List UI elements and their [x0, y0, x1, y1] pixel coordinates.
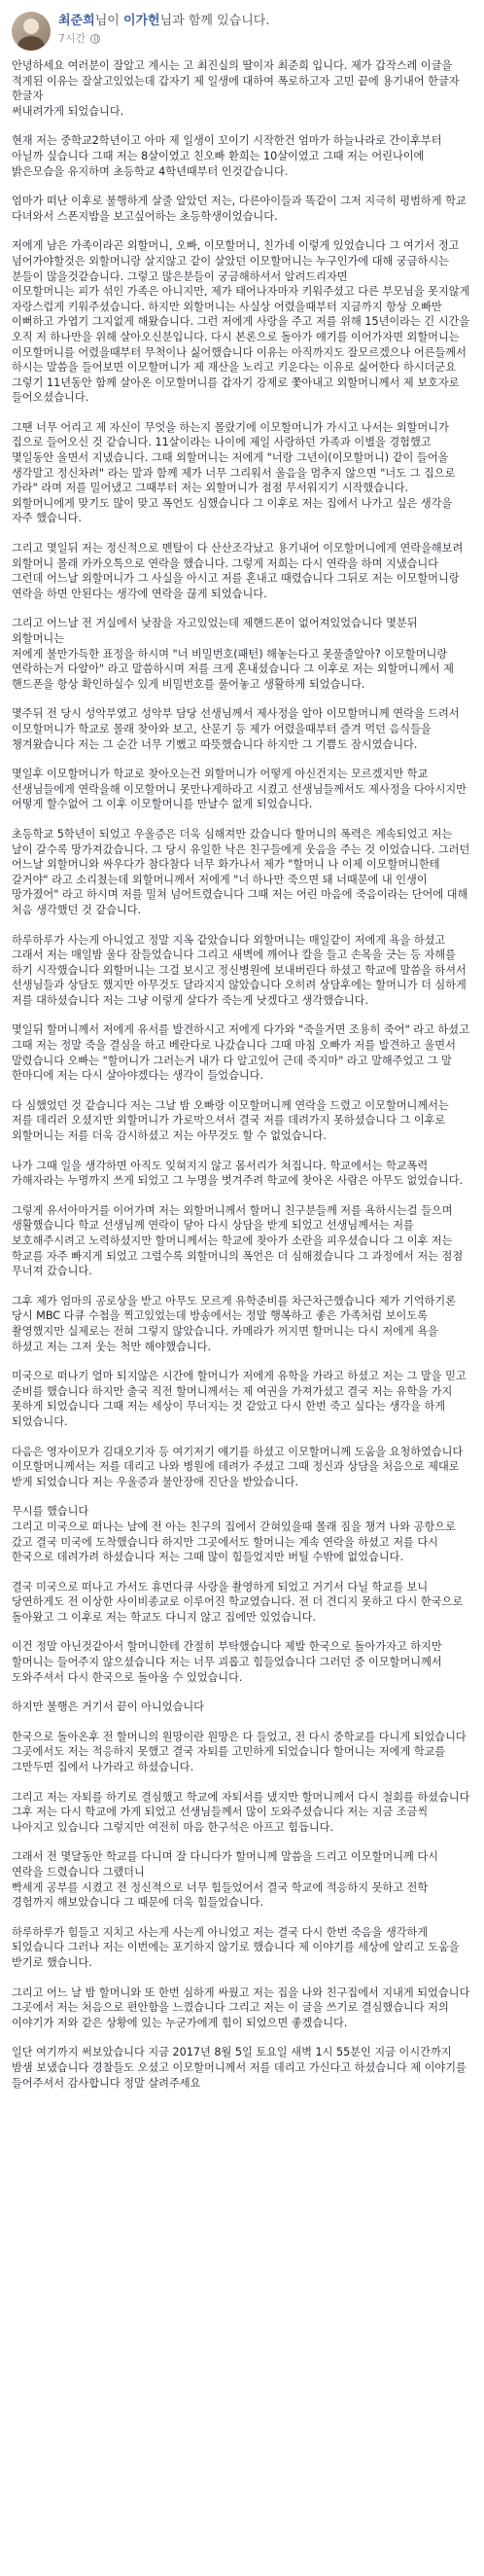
post-paragraph: 그래서 전 몇달동안 학교를 다니며 잘 다니다가 할머니께 말씀을 드리고 이모할머니께 다시 연락을 드렸습니다 그랬더니 빡세게 공부를 시켰고 전 정신적으로 너무 힘들었어서 결국 학교에 적응하지 못하고 전학 경험까지 해보았습니다 그 때문에 더욱 힘들었습니다.: [12, 1850, 438, 1910]
post-paragraph: 무시를 했습니다 그리고 미국으로 떠나는 날에 전 아는 친구의 집에서 갇혀있을때 몰래 짐을 챙겨 나와 공항으로 갔고 결국 미국에 도착했습니다 하지만 그곳에서도 할머니는 계속 연락을 하셨고 저를 다시 한국으로 데려가려 하셨습니다 저는 그때 많이 힘들었지만 버틸 수밖에 없었습니다.: [12, 1505, 456, 1564]
post-paragraph: 그후 제가 엄마의 공로상을 받고 아무도 모르게 유학준비를 차근차근했습니다 제가 기억하기론 당시 MBC 다큐 수첩을 찍고있었는데 방송에서는 정말 행복하고 좋은 가족처럼 보이도록 촬영했지만 실제로는 전혀 그렇지 않았습니다. 카메라가 꺼지면 할머니는 다시 저에게 욕을 하셨고 저는 그저 웃는 척만 해야했습니다.: [12, 1294, 457, 1353]
post-paragraph: 몇일후 이모할머니가 학교로 찾아오는건 외할머니가 어떻게 아신건지는 모르겠지만 학교 선생님들에게 연락을해 이모할머니 못만나게하라고 시켰고 선생님들께서도 제사정을 다아시지만 어떻게 할수없어 그 이후 이모할머니를 만날수 없게 되었습니다.: [12, 768, 467, 811]
post-paragraph: 한국으로 돌아온후 전 할머니의 원망이란 원망은 다 들었고, 전 다시 중학교를 다니게 되었습니다 그곳에서도 저는 적응하지 못했고 결국 자퇴를 고민하게 되었습니다 할머니는 저에게 학교를 그만두면 집에서 나가라고 하셨습니다.: [12, 1730, 467, 1774]
post-paragraph: 현재 저는 중학교2학년이고 아마 제 일생이 꼬이기 시작한건 엄마가 하늘나라로 간이후부터 아닐까 싶습니다 그때 저는 8살이였고 친오빠 환희는 10살이였고 그때 저는 어린나이에 밝은모습을 유지하며 초등학교 4학년때부터 인것같습니다.: [12, 134, 442, 178]
post-paragraph: 결국 미국으로 떠나고 가서도 휴먼다큐 사랑을 촬영하게 되었고 거기서 다닐 학교를 보니 당연하게도 전 이상한 사이비종교로 이루어진 학교였습니다. 전 더 견디지 못하고 다시 한국으로 돌아왔고 그 이후로 저는 학교도 다니지 않고 집에만 있었습니다.: [12, 1580, 464, 1624]
post-paragraph: 몇주뒤 전 당시 성악부였고 성악부 담당 선생님께서 제사정을 알아 이모할머니께 연락을 드려서 이모할머니가 학교로 몰래 찾아와 보고, 산문기 등 제가 어렸을때부터 즐겨 먹던 음식들을 챙겨왔습니다 저는 그 순간 너무 기뻤고 따뜻했습니다 하지만 그 기쁨도 잠시였습니다.: [12, 707, 460, 751]
post-timestamp[interactable]: 7시간: [58, 32, 86, 45]
post-paragraph: 미국으로 떠나기 얼마 되지않은 시간에 할머니가 저에게 유학을 가라고 하셨고 저는 그 말을 믿고 준비를 했습니다 하지만 출국 직전 할머니께서는 제 여권을 가져가셨고 결국 저는 유학을 가지 못하게 되었습니다 그때 저는 세상이 무너지는 것 같았고 다시 한번 죽고 싶다는 생각을 하게 되었습니다.: [12, 1370, 467, 1428]
post-paragraph: 안녕하세요 여러분이 잘알고 계시는 고 최진실의 딸이자 최준희 입니다. 제가 갑작스레 이글을 적게된 이유는 잘살고있었는데 갑자기 제 일생에 대하여 폭로하고자 고민 끝에 용기내어 한글자 한글자 써내려가게 되었습니다.: [12, 59, 460, 118]
post-meta: [58, 12, 270, 46]
author-name[interactable]: 최준희: [58, 14, 95, 28]
timestamp-line: [58, 31, 270, 46]
globe-icon[interactable]: [90, 34, 100, 44]
tagged-friend[interactable]: 이가헌: [122, 14, 160, 28]
post-paragraph: 그리고 어느날 전 거실에서 낮잠을 자고있었는데 제핸드폰이 없어져있었습니다 몇분뒤 외할머니는 저에게 불만가득한 표정을 하시며 "너 비밀번호(패턴) 해놓는다고 못풀줄알아? 이모할머니랑 연락하는거 다알아" 라고 말씀하시며 저를 크게 혼내셨습니다 그 이후로 저는 외할머니께서 제 핸드폰을 항상 확인하실수 있게 비밀번호를 풀어놓고 생활하게 되었습니다.: [12, 617, 454, 691]
post-paragraph: 하루하루가 힘들고 지치고 사는게 사는게 아니었고 저는 결국 다시 한번 죽음을 생각하게 되었습니다 그러나 저는 이번에는 포기하지 않기로 했습니다 제 이야기를 세상에 알리고 도움을 받기로 했습니다.: [12, 1925, 460, 1969]
post-paragraph: 그리고 몇일뒤 저는 정신적으로 멘탈이 다 산산조각났고 용기내어 이모할머니에게 연락을해보려 외할머니 몰래 카카오톡으로 연락을 했습니다. 그렇게 저희는 다시 연락을 하며 지냈습니다 그런데 어느날 외할머니가 그 사실을 아시고 저를 혼내고 때렸습니다 그뒤로 저는 이모할머니랑 연락을 하면 안된다는 생각에 연락을 끊게 되었습니다.: [12, 542, 464, 600]
post-paragraph: 이건 정말 아닌것같아서 할머니한테 간절히 부탁했습니다 제발 한국으로 돌아가자고 하지만 할머니는 들어주지 않으셨습니다 저는 너무 괴롭고 힘들었습니다 그러던 중 이모할머니께서 도와주셔서 다시 한국으로 돌아올 수 있었습니다.: [12, 1640, 442, 1684]
post-header: [0, 0, 484, 58]
post-paragraph: 그땐 너무 어리고 제 자신이 무엇을 하는지 몰랐기에 이모할머니가 가시고 나서는 외할머니가 집으로 들어오신 것 같습니다. 11살이라는 나이에 제일 사랑하던 가족과 이별을 경험했고 몇일동안 울면서 지냈습니다. 그때 외할머니는 저에게 "너랑 그년이(이모할머니) 같이 들어올 생각말고 정신차려" 라는 말과 함께 제가 너무 그리워서 울음을 멈추지 않으면 "너도 그 집으로 가라" 라며 저를 밀어냈고 그때부터 저는 외할머니가 점점 무서워지기 시작했습니다. 외할머니에게 맞기도 많이 맞고 폭언도 심했습니다 그 이후로 저는 집에서 나가고 싶은 생각을 자주 했습니다.: [12, 420, 456, 525]
post-paragraph: 하지만 불행은 거기서 끝이 아니었습니다: [12, 1700, 204, 1714]
with-text: 님이: [94, 14, 123, 28]
post-body: [0, 58, 484, 2091]
author-line: [58, 13, 270, 29]
post-paragraph: 그렇게 유서아마거를 이어가며 저는 외할머니께서 할머니 친구분들께 저를 욕하시는걸 들으며 생활했습니다 학교 선생님께 연락이 닿아 다시 상담을 받게 되었고 선생님께서는 저를 보호해주시려고 노력하셨지만 할머니께서는 학교에 찾아가 소란을 피우셨습니다 그 이후 저는 학교를 자주 빠지게 되었고 그럴수록 외할머니의 폭언은 더 심해졌습니다 그 과정에서 저는 점점 무너져 갔습니다.: [12, 1203, 464, 1278]
post-paragraph: 그리고 어느 날 밤 할머니와 또 한번 심하게 싸웠고 저는 집을 나와 친구집에서 지내게 되었습니다 그곳에서 저는 처음으로 편안함을 느꼈습니다 그리고 저는 이 글을 쓰기로 결심했습니다 저의 이야기가 저와 같은 상황에 있는 누군가에게 힘이 되었으면 좋겠습니다.: [12, 1986, 470, 2029]
post-paragraph: 몇일뒤 할머니께서 저에게 유서를 발견하시고 저에게 다가와 "죽을거면 조용히 죽어" 라고 하셨고 그때 저는 정말 죽을 결심을 하고 베란다로 나갔습니다 그때 마침 오빠가 저를 발견하고 울면서 말렸습니다 오빠는 "할머니가 그러는거 내가 다 알고있어 근데 죽지마" 라고 말해주었고 그 말 한마디에 저는 다시 살아야겠다는 생각이 들었습니다.: [12, 1023, 469, 1083]
post-paragraph: 다음은 영자이모가 김대오기자 등 여기저기 얘기를 하셨고 이모할머니께 도움을 요청하였습니다 이모할머니께서는 저를 데리고 나와 병원에 데려가 주셨고 그때 정신과 상담을 처음으로 제대로 받게 되었습니다 저는 우울증과 불안장애 진단을 받았습니다.: [12, 1445, 464, 1488]
with-end-text: 님과 함께 있습니다.: [159, 14, 270, 28]
post-paragraph: 일단 여기까지 써보았습니다 지금 2017년 8월 5일 토요일 새벽 1시 55분인 지금 이시간까지 밤샘 보냈습니다 경찰들도 오셨고 이모할머니께서 저를 데리고 가신다고 하셨습니다 제 이야기를 들어주셔서 감사합니다 정말 살려주세요: [12, 2046, 467, 2090]
post-paragraph: 저에게 남은 가족이라곤 외할머니, 오빠, 이모할머니, 친가네 이렇게 있었습니다 그 여기서 정고 넘어가야할것은 외할머니랑 살지않고 같이 살았던 이모할머니는 누구인가에 대해 궁금하시는 분들이 많을것같습니다. 그렇고 많은분들이 궁금해하셔서 알려드리자면 이모할머니는 피가 섞인 가족은 아니지만, 제가 태어나자마자 키워주셨고 다른 부모님을 못지않게 자랑스럽게 키워주셨습니다. 하지만 외할머니는 사실상 어렸을때부터 지금까지 항상 오빠만 이뻐하고 가엽기 그지없게 해왔습니다. 그런 저에게 사랑을 주고 저를 위해 15년이라는 긴 시간을 오직 저 하나만을 위해 살아오신분입니다. 다시 본론으로 돌아가 얘기를 이어가자면 외할머니는 이모할머니를 어렸을때부터 무척이나 싫어했습니다 이유는 아직까지도 잘모르겠으나 어른들께서 하시는 말씀을 들어보면 이모할머니가 제 재산을 노리고 키운다는 이유로 싫어한다 하시더군요 그렇기 11년동안 함께 살아온 이모할머니를 갑자기 강제로 쫓아내고 외할머니께서 제 보호자로 들어오셨습니다.: [12, 239, 470, 405]
post-paragraph: 나가 그때 일을 생각하면 아직도 잊혀지지 않고 몸서리가 쳐집니다. 학교에서는 학교폭력 가해자라는 누명까지 쓰게 되었고 그 누명을 벗겨주려 학교에 찾아온 사람은 아무도 없었습니다.: [12, 1159, 464, 1188]
post-paragraph: 엄마가 떠난 이후로 불행하게 살줄 알았던 저는, 다른아이들과 똑같이 그저 지극히 평범하게 학교 다녀와서 스폰지밥을 보고싶어하는 초등학생이었습니다.: [12, 195, 467, 223]
post-paragraph: 그리고 저는 자퇴를 하기로 결심했고 학교에 자퇴서를 냈지만 할머니께서 다시 철회를 하셨습니다 그후 저는 다시 학교에 가게 되었고 선생님들께서 많이 도와주셨습니다 저는 지금 조금씩 나아지고 있습니다 그렇지만 여전히 마음 한구석은 아프고 힘듭니다.: [12, 1790, 470, 1834]
post-paragraph: 다 심했었던 것 같습니다 저는 그날 밤 오빠랑 이모할머니께 연락을 드렸고 이모할머니께서는 저를 데리러 오셨지만 외할머니가 가로막으셔서 결국 저를 데려가지 못하셨습니다 그 이후로 외할머니는 저를 더욱 감시하셨고 저는 아무것도 할 수 없었습니다.: [12, 1098, 449, 1143]
post-paragraph: 하루하루가 사는게 아니었고 정말 지옥 같았습니다 외할머니는 매일같이 저에게 욕을 하셨고 그래서 저는 매일밤 울다 잠들었습니다 그리고 새벽에 깨어나 칼을 들고 손목을 긋는 등 자해를 하기 시작했습니다 외할머니는 그걸 보시고 정신병원에 보내버린다 하셨고 학교에 말씀을 하셔서 선생님들과 상담도 했지만 아무것도 달라지지 않았습니다 오히려 상담후에는 할머니가 더 심하게 저를 대하셨습니다 저는 그냥 이렇게 살다가 죽는게 낫겠다고 생각했습니다.: [12, 933, 467, 1007]
post-paragraph: 초등학교 5학년이 되었고 우울증은 더욱 심해져만 갔습니다 할머니의 폭력은 계속되었고 저는 날이 갈수록 망가져갔습니다. 그 당시 유일한 낙은 친구들에게 웃음을 주는 것 이었습니다. 그러던 어느날 외할머니와 싸우다가 참다참다 너무 화가나서 제가 "할머니 나 이제 이모할머니한테 갈거야" 라고 소리쳤는데 외할머니께서 저에게 "너 하나만 죽으면 돼 너때문에 내 인생이 망가졌어" 라고 하시며 저를 밀쳐 넘어트렸습니다 그때 저는 어린 마음에 죽음이라는 단어에 대해 처음 생각했던 것 같습니다.: [12, 827, 470, 916]
author-avatar[interactable]: [12, 12, 51, 51]
